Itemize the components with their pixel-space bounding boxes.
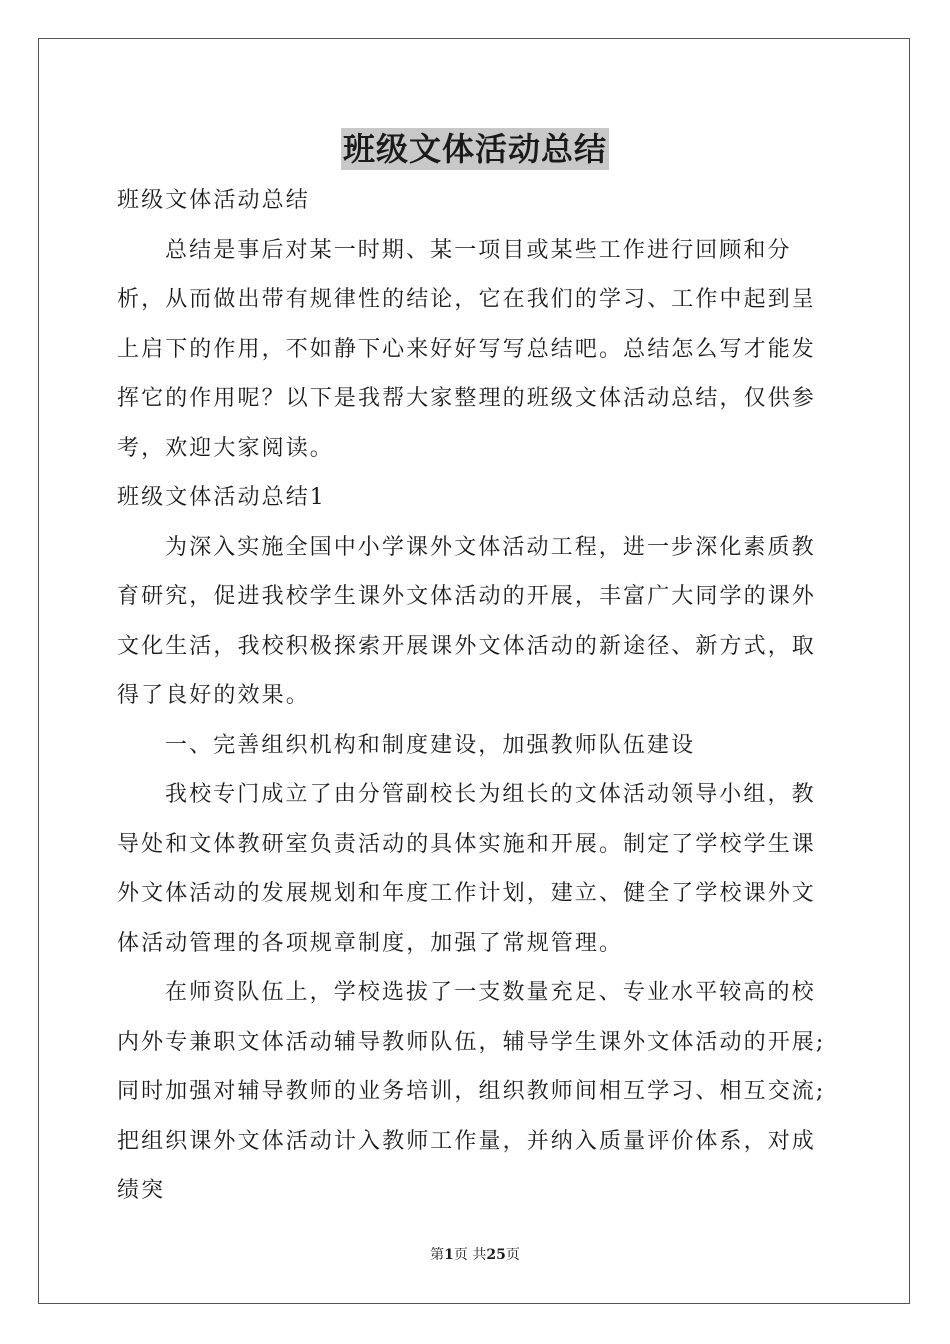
page-footer (0, 1244, 950, 1264)
paragraph: 为深入实施全国中小学课外文体活动工程，进一步深化素质教育研究，促进我校学生课外文体活动的开展，丰富广大同学的课外文化生活，我校积极探索开展课外文体活动的新途径、新方式，取得了良好的效果。 (117, 534, 816, 708)
page-prefix: 第 (430, 1247, 445, 1263)
page-suffix: 页 (505, 1247, 520, 1263)
document-subtitle: 班级文体活动总结 (117, 188, 310, 213)
page-total: 25 (486, 1247, 506, 1263)
paragraph-intro: 总结是事后对某一时期、某一项目或某些工作进行回顾和分析，从而做出带有规律性的结论，它在我们的学习、工作中起到呈上启下的作用，不如静下心来好好写写总结吧。总结怎么写才能发挥它的作用呢？以下是我帮大家整理的班级文体活动总结，仅供参考，欢迎大家阅读。 (117, 237, 816, 461)
page-current: 1 (444, 1247, 454, 1263)
paragraph: 在师资队伍上，学校选拔了一支数量充足、专业水平较高的校内外专兼职文体活动辅导教师队伍，辅导学生课外文体活动的开展;同时加强对辅导教师的业务培训，组织教师间相互学习、相互交流;把组织课外文体活动计入教师工作量，并纳入质量评价体系，对成绩突 (117, 980, 826, 1203)
title-container (0, 128, 950, 170)
document-title: 班级文体活动总结 (342, 130, 607, 168)
page-mid: 页 共 (453, 1247, 487, 1263)
section-heading: 班级文体活动总结1 (117, 485, 326, 510)
paragraph: 我校专门成立了由分管副校长为组长的文体活动领导小组，教导处和文体教研室负责活动的具体实施和开展。制定了学校学生课外文体活动的发展规划和年度工作计划，建立、健全了学校课外文体活动管理的各项规章制度，加强了常规管理。 (117, 782, 816, 956)
subsection-heading: 一、完善组织机构和制度建设，加强教师队伍建设 (165, 732, 696, 758)
document-body (117, 176, 833, 1216)
